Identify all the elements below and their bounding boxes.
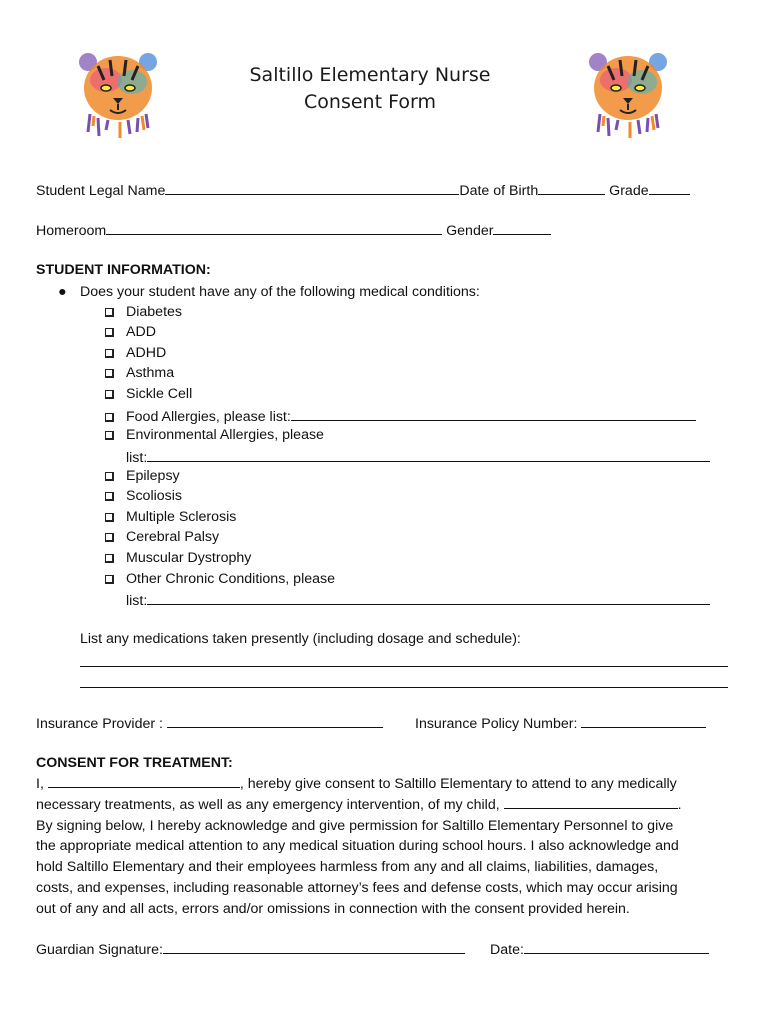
- condition-label: Environmental Allergies, please: [126, 427, 324, 443]
- condition-item[interactable]: [105, 386, 192, 402]
- tiger-logo-right: [578, 40, 678, 140]
- environmental-allergies-field[interactable]: [147, 448, 710, 462]
- condition-label: Multiple Sclerosis: [126, 509, 237, 525]
- student-name-field[interactable]: [165, 181, 459, 195]
- date-row: [490, 940, 709, 958]
- consent-heading: CONSENT FOR TREATMENT:: [36, 755, 233, 771]
- list-label: list:: [126, 450, 148, 466]
- conditions-question: [58, 284, 480, 300]
- gender-label: Gender: [446, 223, 494, 239]
- child-name-field[interactable]: [504, 795, 678, 809]
- list-label: list:: [126, 593, 148, 609]
- environmental-allergies-list: [126, 448, 710, 466]
- medications-line-2[interactable]: [80, 687, 728, 688]
- signature-date-field[interactable]: [524, 940, 709, 954]
- date-label: Date:: [490, 942, 524, 958]
- condition-label: Sickle Cell: [126, 386, 193, 402]
- title-line-2: Consent Form: [304, 91, 436, 113]
- condition-item[interactable]: [105, 488, 182, 504]
- condition-item[interactable]: [105, 345, 166, 361]
- condition-item[interactable]: [105, 407, 696, 425]
- medications-line-1[interactable]: [80, 666, 728, 667]
- checkbox-icon[interactable]: [105, 431, 114, 440]
- condition-item[interactable]: [105, 427, 324, 443]
- homeroom-label: Homeroom: [36, 223, 107, 239]
- condition-label: Food Allergies, please list:: [126, 409, 291, 425]
- student-info-heading: STUDENT INFORMATION:: [36, 262, 211, 278]
- condition-label: Muscular Dystrophy: [126, 550, 252, 566]
- condition-item[interactable]: [105, 304, 182, 320]
- condition-item[interactable]: [105, 365, 174, 381]
- other-conditions-list: [126, 591, 710, 609]
- checkbox-icon[interactable]: [105, 513, 114, 522]
- insurance-provider-row: [36, 714, 383, 732]
- consent-line: hold Saltillo Elementary and their employees harmless from any and all claims, liabilities, damages,: [36, 859, 659, 876]
- condition-label: Scoliosis: [126, 488, 182, 504]
- consent-text: I,: [36, 776, 44, 792]
- insurance-policy-row: [415, 714, 706, 732]
- condition-item[interactable]: [105, 509, 236, 525]
- consent-line: By signing below, I hereby acknowledge and give permission for Saltillo Elementary Personnel to give: [36, 817, 674, 834]
- guardian-signature-field[interactable]: [163, 940, 465, 954]
- checkbox-icon[interactable]: [105, 328, 114, 337]
- signature-row: [36, 940, 465, 958]
- dob-label: Date of Birth: [459, 183, 539, 199]
- consent-text: necessary treatments, as well as any emergency intervention, of my child,: [36, 796, 500, 813]
- checkbox-icon[interactable]: [105, 413, 114, 422]
- grade-field[interactable]: [649, 181, 690, 195]
- condition-item[interactable]: [105, 550, 251, 566]
- bullet-icon: ●: [58, 284, 67, 300]
- other-conditions-field[interactable]: [147, 591, 710, 605]
- condition-label: Diabetes: [126, 304, 182, 320]
- conditions-question-text: Does your student have any of the following medical conditions:: [80, 284, 480, 300]
- consent-line: [36, 795, 736, 816]
- insurance-provider-field[interactable]: [167, 714, 383, 728]
- condition-label: Other Chronic Conditions, please: [126, 571, 335, 587]
- checkbox-icon[interactable]: [105, 472, 114, 481]
- insurance-policy-label: Insurance Policy Number:: [415, 716, 578, 732]
- condition-item[interactable]: [105, 529, 219, 545]
- checkbox-icon[interactable]: [105, 533, 114, 542]
- guardian-name-field[interactable]: [48, 774, 240, 788]
- medications-prompt: List any medications taken presently (including dosage and schedule):: [80, 631, 521, 647]
- checkbox-icon[interactable]: [105, 308, 114, 317]
- consent-line: costs, and expenses, including reasonable attorney’s fees and defense costs, which may occur arising: [36, 879, 678, 896]
- condition-label: Epilepsy: [126, 468, 180, 484]
- checkbox-icon[interactable]: [105, 369, 114, 378]
- title-line-1: Saltillo Elementary Nurse: [249, 64, 491, 86]
- condition-label: Cerebral Palsy: [126, 529, 220, 545]
- consent-text: .: [677, 796, 682, 813]
- insurance-policy-field[interactable]: [581, 714, 706, 728]
- condition-label: Asthma: [126, 365, 175, 381]
- condition-item[interactable]: [105, 571, 335, 587]
- condition-item[interactable]: [105, 468, 180, 484]
- student-info-row-2: [36, 221, 551, 239]
- condition-label: ADHD: [126, 345, 167, 361]
- consent-text: , hereby give consent to Saltillo Elementary to attend to any medically: [239, 776, 677, 792]
- grade-label: Grade: [609, 183, 649, 199]
- insurance-provider-label: Insurance Provider :: [36, 716, 163, 732]
- consent-paragraph: [36, 774, 736, 920]
- food-allergies-field[interactable]: [291, 407, 696, 421]
- consent-line: out of any and all acts, errors and/or omissions in connection with the consent provided herein.: [36, 900, 630, 917]
- checkbox-icon[interactable]: [105, 554, 114, 563]
- consent-line: [36, 774, 736, 795]
- condition-label: ADD: [126, 324, 156, 340]
- checkbox-icon[interactable]: [105, 575, 114, 584]
- checkbox-icon[interactable]: [105, 492, 114, 501]
- consent-line: the appropriate medical attention to any medical situation during school hours. I also acknowledge and: [36, 838, 679, 855]
- student-name-label: Student Legal Name: [36, 183, 166, 199]
- checkbox-icon[interactable]: [105, 349, 114, 358]
- checkbox-icon[interactable]: [105, 390, 114, 399]
- guardian-signature-label: Guardian Signature:: [36, 942, 163, 958]
- condition-item[interactable]: [105, 324, 156, 340]
- student-info-row-1: [36, 181, 690, 199]
- dob-field[interactable]: [538, 181, 605, 195]
- gender-field[interactable]: [493, 221, 551, 235]
- homeroom-field[interactable]: [106, 221, 442, 235]
